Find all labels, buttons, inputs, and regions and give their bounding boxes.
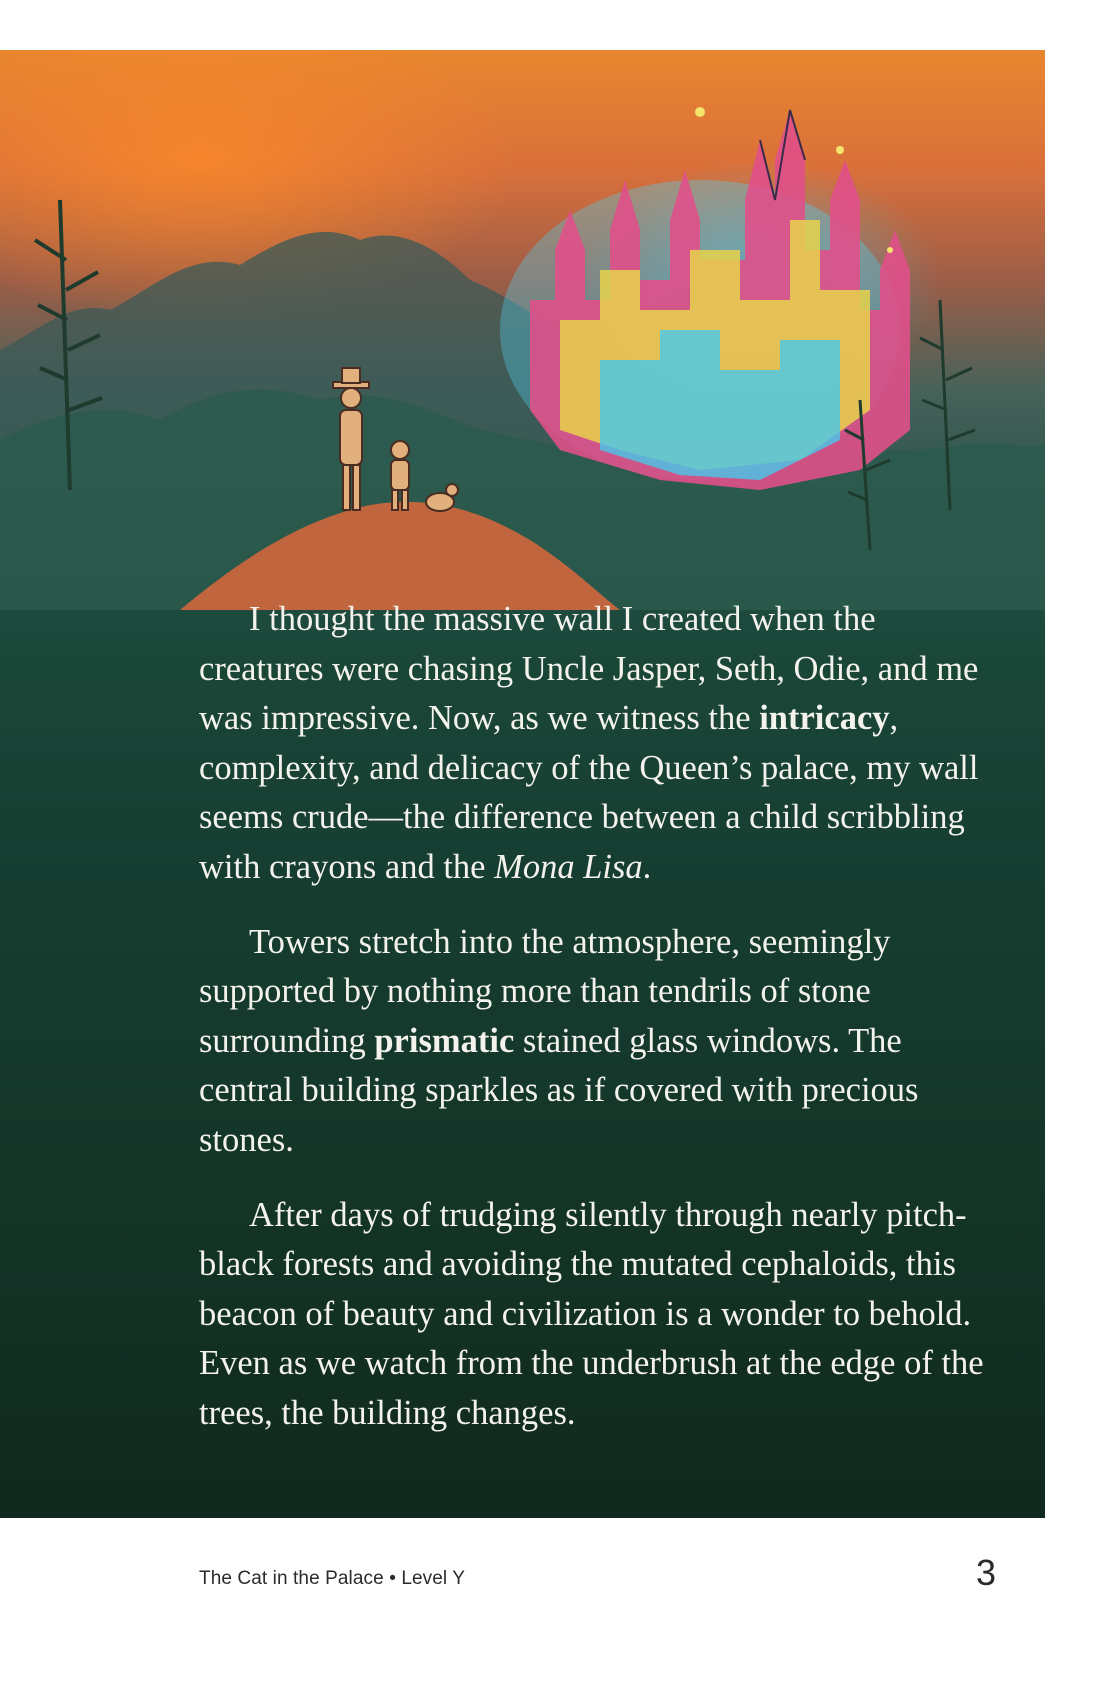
palace-scene-illustration [0,50,1045,610]
paragraph-2 [199,918,989,1166]
italic-title: Mona Lisa [494,847,643,886]
footer-book-title: The Cat in the Palace • Level Y [199,1568,466,1589]
vocabulary-word: intricacy [759,699,890,738]
text-run: After days of trudging silently through nearly pitch-black forests and avoiding the mutated cephaloids, this beacon of beauty and civilization is a wonder to behold. Even as we watch from the underbrush at the edge of the trees, the building changes. [199,1195,984,1432]
paragraph-3 [199,1191,989,1439]
text-run: , complexity, and delicacy of the Queen’s palace, my wall seems crude—the difference between a child scribbling with crayons and the [199,699,979,886]
text-run: Towers stretch into the atmosphere, seemingly supported by nothing more than tendrils of stone surrounding [199,922,891,1060]
vocabulary-word: prismatic [374,1021,515,1060]
page-number: 3 [975,1552,996,1593]
text-run: stained glass windows. The central building sparkles as if covered with precious stones. [199,1021,919,1159]
text-run: I thought the massive wall I created when the creatures were chasing Uncle Jasper, Seth, Odie, and me was impressive. Now, as we witness the [199,600,979,738]
paragraph-1 [199,595,989,893]
illustration-panel [0,50,1045,1518]
story-text [199,595,989,1464]
text-run: . [642,847,652,886]
